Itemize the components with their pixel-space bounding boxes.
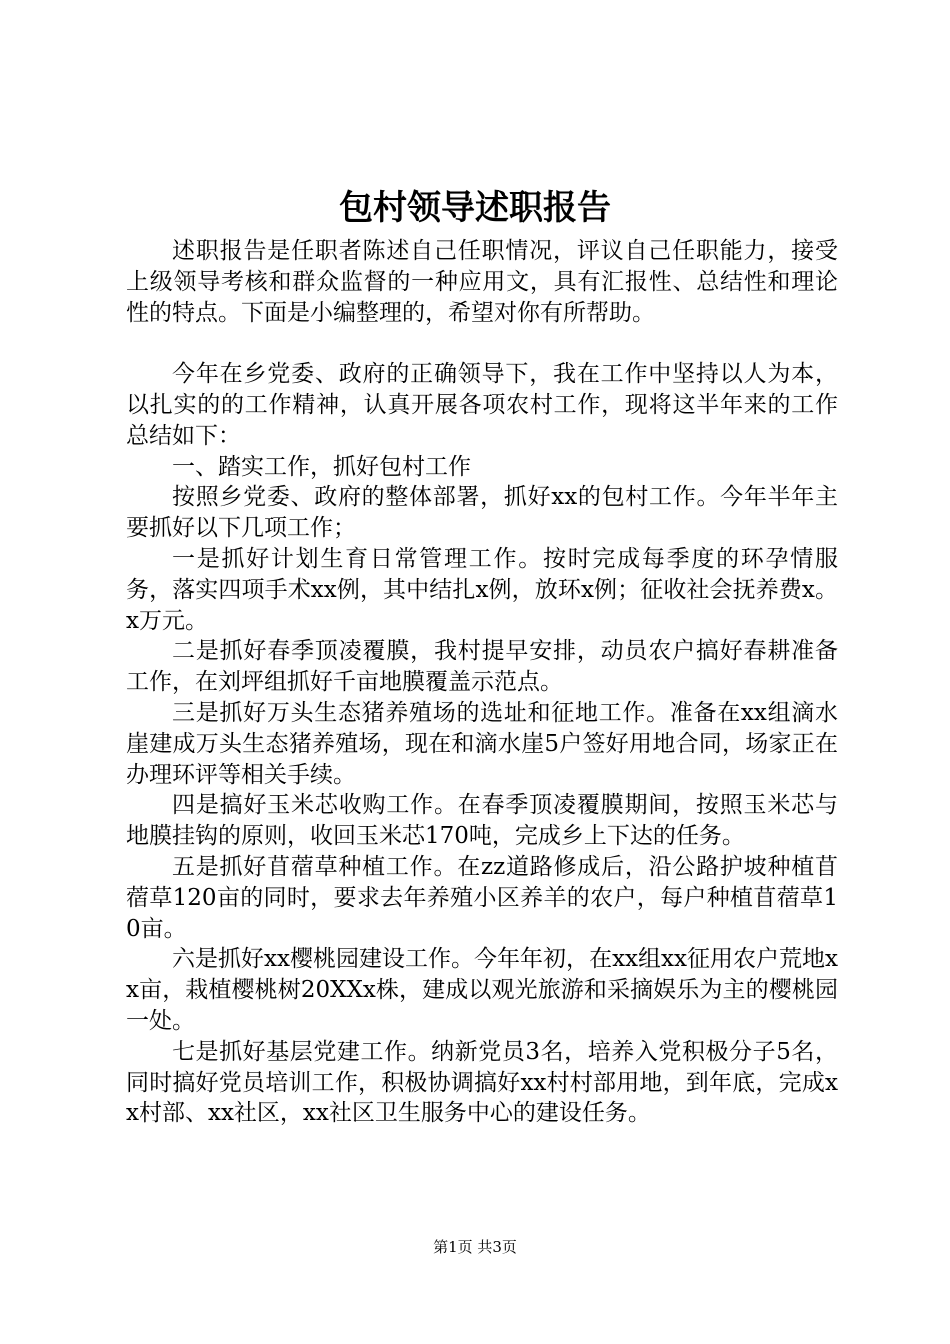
intro-paragraph: 述职报告是任职者陈述自己任职情况，评议自己任职能力，接受上级领导考核和群众监督的一种应用文，具有汇报性、总结性和理论性的特点。下面是小编整理的，希望对你有所帮助。 bbox=[126, 238, 838, 326]
document-title: 包村领导述职报告 bbox=[339, 188, 611, 228]
body-paragraph: 按照乡党委、政府的整体部署，抓好xx的包村工作。今年半年主要抓好以下几项工作； bbox=[126, 484, 838, 542]
body-paragraph: 今年在乡党委、政府的正确领导下，我在工作中坚持以人为本，以扎实的的工作精神，认真开展各项农村工作，现将这半年来的工作总结如下： bbox=[126, 361, 838, 449]
section-heading: 一、踏实工作，抓好包村工作 bbox=[172, 453, 471, 480]
body-paragraph: 六是抓好xx樱桃园建设工作。今年年初，在xx组xx征用农户荒地xx亩，栽植樱桃树20XXx株，建成以观光旅游和采摘娱乐为主的樱桃园一处。 bbox=[126, 946, 838, 1034]
body-paragraph: 三是抓好万头生态猪养殖场的选址和征地工作。准备在xx组滴水崖建成万头生态猪养殖场，现在和滴水崖5户签好用地合同，场家正在办理环评等相关手续。 bbox=[126, 699, 838, 788]
body-paragraph: 一是抓好计划生育日常管理工作。按时完成每季度的环孕情服务，落实四项手术xx例，其中结扎x例，放环x例；征收社会抚养费x。x万元。 bbox=[126, 545, 838, 634]
page-indicator: 第1页 共3页 bbox=[433, 1238, 517, 1256]
body-paragraph: 七是抓好基层党建工作。纳新党员3名，培养入党积极分子5名，同时搞好党员培训工作，积极协调搞好xx村村部用地，到年底，完成xx村部、xx社区，xx社区卫生服务中心的建设任务。 bbox=[126, 1038, 838, 1127]
document-body bbox=[126, 236, 838, 1129]
body-paragraph: 五是抓好苜蓿草种植工作。在zz道路修成后，沿公路护坡种植苜蓿草120亩的同时，要求去年养殖小区养羊的农户，每户种植苜蓿草10亩。 bbox=[126, 853, 838, 942]
body-paragraph: 四是搞好玉米芯收购工作。在春季顶凌覆膜期间，按照玉米芯与地膜挂钩的原则，收回玉米芯170吨，完成乡上下达的任务。 bbox=[126, 792, 838, 850]
body-paragraph: 二是抓好春季顶凌覆膜，我村提早安排，动员农户搞好春耕准备工作，在刘坪组抓好千亩地膜覆盖示范点。 bbox=[126, 638, 838, 696]
